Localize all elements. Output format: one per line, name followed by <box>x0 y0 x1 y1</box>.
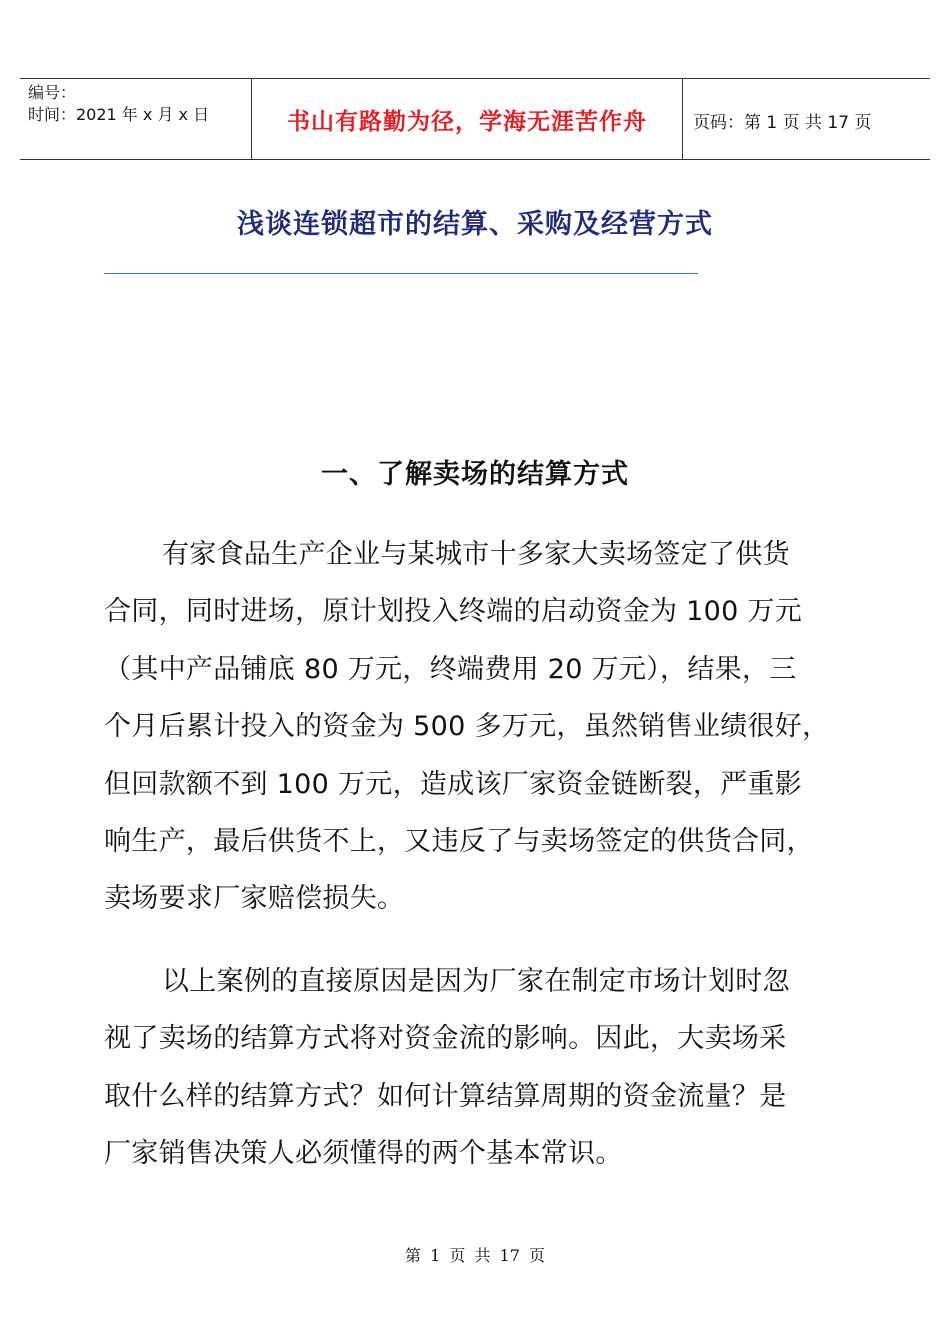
document-title: 浅谈连锁超市的结算、采购及经营方式 <box>237 209 713 240</box>
page-footer: 第 1 页 共 17 页 <box>405 1246 545 1265</box>
paragraph-line: 厂家销售决策人必须懂得的两个基本常识。 <box>104 1138 623 1170</box>
paragraph-line: 但回款额不到 100 万元，造成该厂家资金链断裂，严重影 <box>104 768 803 800</box>
paragraph-line: 卖场要求厂家赔偿损失。 <box>104 883 405 915</box>
paragraph-line: 以上案例的直接原因是因为厂家在制定市场计划时忽 <box>162 966 790 997</box>
header-meta-cell <box>20 79 252 159</box>
title-divider <box>104 273 698 274</box>
paragraph-line: 有家食品生产企业与某城市十多家大卖场签定了供货 <box>162 539 790 570</box>
header-page-info: 页码：第 1 页 共 17 页 <box>693 113 872 133</box>
document-number-label: 编号： <box>28 83 77 102</box>
header-page-cell <box>683 79 930 159</box>
header-motto-cell <box>252 79 683 159</box>
header-motto: 书山有路勤为径，学海无涯苦作舟 <box>287 109 647 135</box>
document-header <box>20 78 930 160</box>
paragraph-line: 响生产，最后供货不上，又违反了与卖场签定的供货合同， <box>104 826 814 858</box>
paragraph-line: 视了卖场的结算方式将对资金流的影响。因此，大卖场采 <box>104 1023 787 1055</box>
section-heading: 一、了解卖场的结算方式 <box>321 459 629 490</box>
paragraph <box>104 526 864 928</box>
paragraph-line: （其中产品铺底 80 万元，终端费用 20 万元），结果，三 <box>104 653 797 685</box>
paragraph <box>104 953 864 1183</box>
paragraph-line: 取什么样的结算方式？如何计算结算周期的资金流量？是 <box>104 1080 787 1112</box>
paragraph-line: 个月后累计投入的资金为 500 多万元，虽然销售业绩很好， <box>104 711 830 743</box>
paragraph-line: 合同，同时进场，原计划投入终端的启动资金为 100 万元 <box>104 596 803 628</box>
document-time-label: 时间：2021 年 x 月 x 日 <box>28 105 210 124</box>
